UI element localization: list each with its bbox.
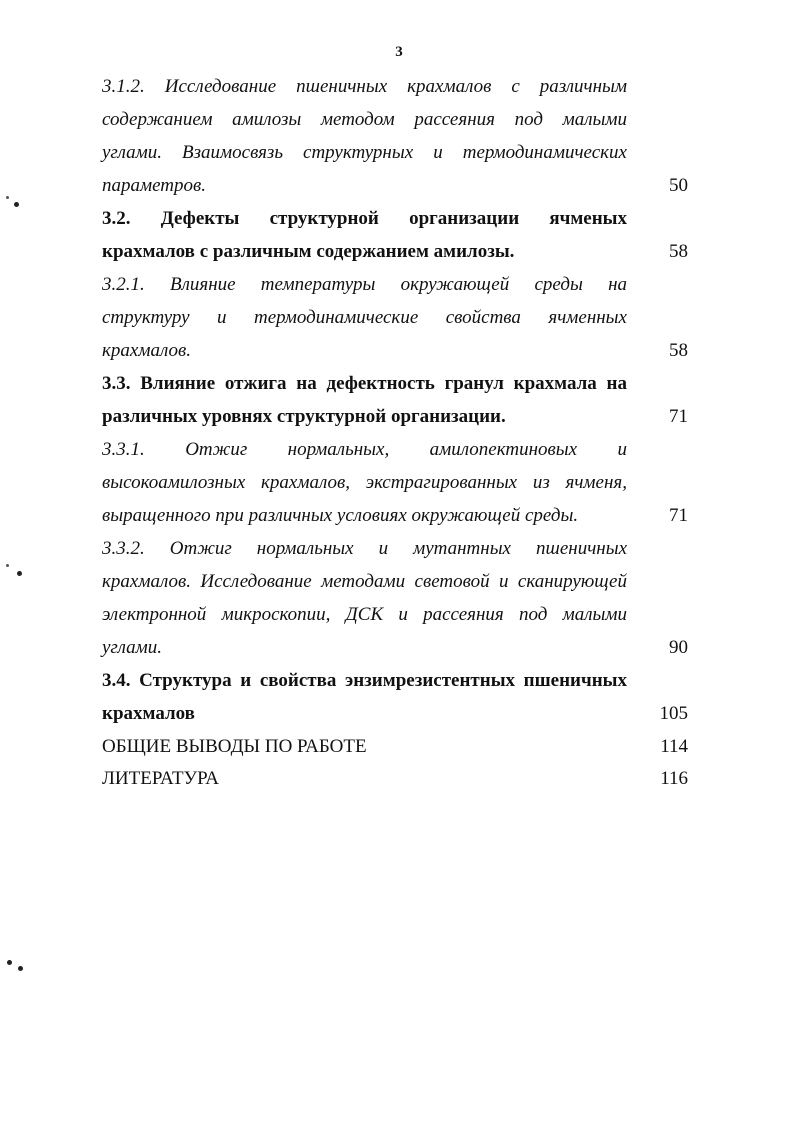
scan-mark: [17, 571, 22, 576]
toc-page-number: 90: [669, 637, 688, 658]
toc-entry-line: ОБЩИЕ ВЫВОДЫ ПО РАБОТЕ: [102, 736, 367, 757]
toc-entry-line: структуру и термодинамические свойства ячменных: [102, 307, 627, 328]
toc-entry-line: ЛИТЕРАТУРА: [102, 768, 219, 789]
scan-mark: [14, 202, 19, 207]
toc-page-number: 116: [660, 768, 688, 789]
toc-entry-3-3-2: [102, 532, 627, 664]
toc-entry-line: 3.3. Влияние отжига на дефектность гранул крахмала на: [102, 373, 627, 394]
toc-entry-line: содержанием амилозы методом рассеяния под малыми: [102, 109, 627, 130]
scan-mark: [6, 196, 9, 199]
toc-entry-line: 3.1.2. Исследование пшеничных крахмалов с различным: [102, 76, 627, 97]
toc-entry-line: углами.: [102, 637, 162, 658]
scan-mark: [18, 966, 23, 971]
toc-page-number: 114: [660, 736, 688, 757]
toc-entry-line: 3.4. Структура и свойства энзимрезистентных пшеничных: [102, 670, 627, 691]
toc-entry-conclusions: [102, 730, 627, 763]
toc-entry-3-3-1: [102, 433, 627, 532]
toc-entry-line: крахмалов.: [102, 340, 191, 361]
toc-entry-line: крахмалов: [102, 703, 195, 724]
toc-entry-line: 3.3.2. Отжиг нормальных и мутантных пшеничных: [102, 538, 627, 559]
toc-entry-references: [102, 762, 627, 795]
toc-entry-3-4: [102, 664, 627, 730]
toc-page-number: 50: [669, 175, 688, 196]
toc-entry-line: высокоамилозных крахмалов, экстрагированных из ячменя,: [102, 472, 627, 493]
toc-entry-line: крахмалов с различным содержанием амилозы.: [102, 241, 515, 262]
scan-mark: [7, 960, 12, 965]
toc-entry-3-2-1: [102, 268, 627, 367]
scan-mark: [6, 564, 9, 567]
toc-page-number: 71: [669, 406, 688, 427]
toc-entry-line: различных уровнях структурной организации.: [102, 406, 506, 427]
toc-page-number: 58: [669, 340, 688, 361]
toc-entry-line: 3.3.1. Отжиг нормальных, амилопектиновых и: [102, 439, 627, 460]
toc-entry-line: 3.2. Дефекты структурной организации ячменых: [102, 208, 627, 229]
toc-page-number: 105: [659, 703, 688, 724]
toc-entry-line: электронной микроскопии, ДСК и рассеяния под малыми: [102, 604, 627, 625]
toc-page-number: 58: [669, 241, 688, 262]
toc-entry-3-3: [102, 367, 627, 433]
toc-page-number: 71: [669, 505, 688, 526]
toc-entry-3-2: [102, 202, 627, 268]
toc-entry-3-1-2: [102, 70, 627, 202]
toc-entry-line: углами. Взаимосвязь структурных и термодинамических: [102, 142, 627, 163]
toc-entry-line: параметров.: [102, 175, 207, 196]
toc-entry-line: выращенного при различных условиях окружающей среды.: [102, 505, 579, 526]
page-number: 3: [395, 44, 403, 60]
toc-entry-line: 3.2.1. Влияние температуры окружающей среды на: [102, 274, 627, 295]
toc-entry-line: крахмалов. Исследование методами световой и сканирующей: [102, 571, 627, 592]
